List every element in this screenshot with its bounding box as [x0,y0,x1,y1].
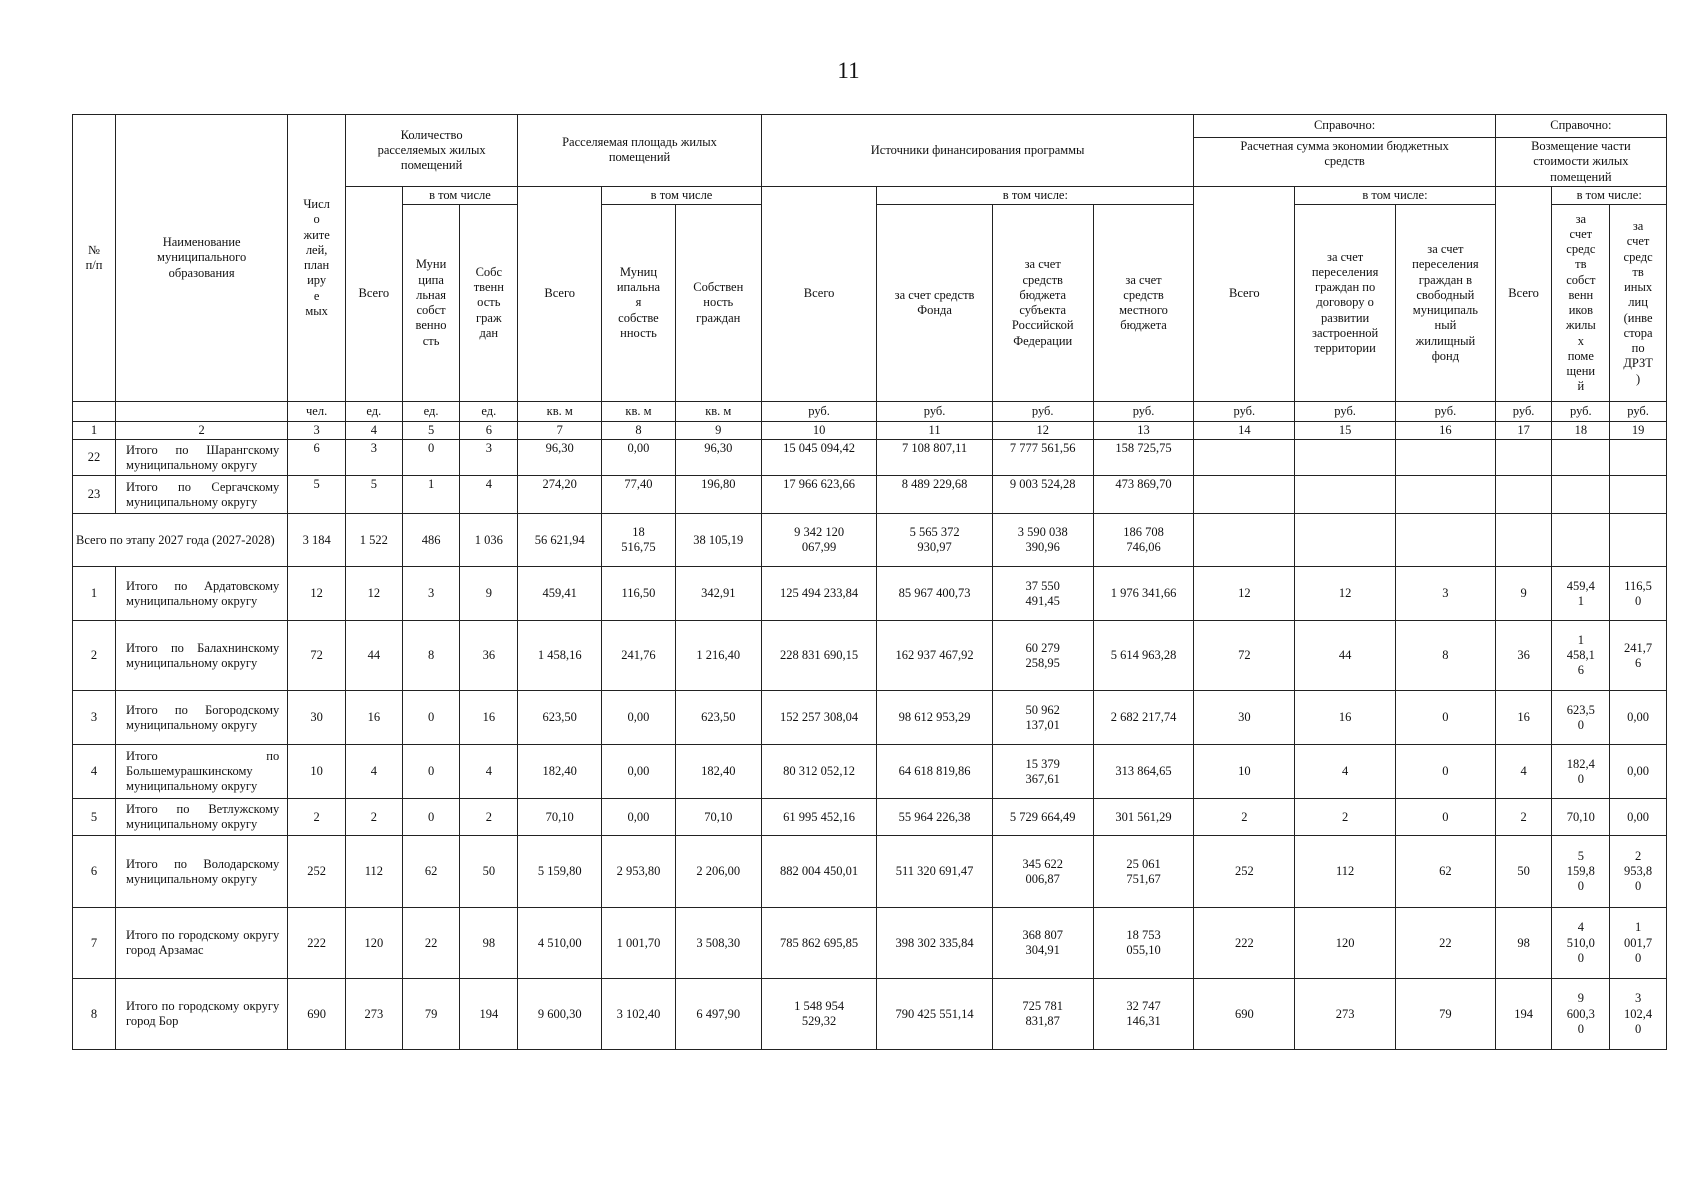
row-value: 77,40 [602,476,676,514]
row-value: 785 862 695,85 [761,908,877,979]
row-name: Итого по Ардатовскому муниципальному округу [116,567,288,621]
row-value: 194 [460,979,518,1050]
row-value: 486 [402,514,460,567]
column-number-cell: 17 [1495,422,1552,440]
row-value: 182,40 [518,745,602,799]
row-number: 2 [73,621,116,691]
column-number-cell: 12 [992,422,1093,440]
column-number-cell: 2 [116,422,288,440]
row-value [1610,514,1667,567]
column-number-cell: 7 [518,422,602,440]
row-value: 222 [1194,908,1295,979]
row-value: 162 937 467,92 [877,621,993,691]
row-value: 274,20 [518,476,602,514]
header-comp-incl: в том числе: [1552,186,1667,204]
header-fin-incl: в том числе: [877,186,1194,204]
row-value: 7 108 807,11 [877,440,993,476]
table-row [73,621,1667,691]
row-value: 18 753 055,10 [1093,908,1194,979]
row-value: 72 [288,621,346,691]
row-value: 50 962 137,01 [992,691,1093,745]
row-value: 116,5 0 [1610,567,1667,621]
row-value: 690 [1194,979,1295,1050]
column-number-cell: 1 [73,422,116,440]
row-value: 158 725,75 [1093,440,1194,476]
row-value: 62 [1396,836,1496,908]
row-value: 182,4 0 [1552,745,1610,799]
unit-cell: руб. [1194,402,1295,422]
row-value: 3 [402,567,460,621]
row-value: 96,30 [518,440,602,476]
row-value: 2 [460,799,518,836]
header-local-budget: за счет средств местного бюджета [1093,205,1194,402]
unit-cell: руб. [1093,402,1194,422]
row-value: 5 [288,476,346,514]
row-value: 44 [346,621,403,691]
column-number-cell: 14 [1194,422,1295,440]
column-number-cell: 3 [288,422,346,440]
row-value: 98 [460,908,518,979]
unit-cell: руб. [1396,402,1496,422]
table-row [73,567,1667,621]
header-compensation-group: Возмещение части стоимости жилых помещений [1495,138,1666,187]
row-name: Всего по этапу 2027 года (2027-2028) [73,514,288,567]
row-value: 3 [1396,567,1496,621]
row-value: 6 497,90 [675,979,761,1050]
row-value: 112 [346,836,403,908]
header-muni-owned-area: Муниц ипальна я собстве нность [602,205,676,402]
header-muni-owned: Муни ципа льная собст венно сть [402,205,460,402]
row-value [1194,514,1295,567]
unit-cell: руб. [761,402,877,422]
header-savings-group: Расчетная сумма экономии бюджетных средств [1194,138,1495,187]
row-value: 79 [1396,979,1496,1050]
row-value: 125 494 233,84 [761,567,877,621]
row-value: 5 614 963,28 [1093,621,1194,691]
row-value: 222 [288,908,346,979]
header-other-persons: за счет средс тв иных лиц (инве стора по ДРЗТ ) [1610,205,1667,402]
unit-cell: руб. [1552,402,1610,422]
unit-cell: руб. [1495,402,1552,422]
row-value: 44 [1295,621,1396,691]
row-value: 72 [1194,621,1295,691]
row-value: 0,00 [602,745,676,799]
row-value: 79 [402,979,460,1050]
header-owners-funds: за счет средс тв собст венн иков жилы х поме щени й [1552,205,1610,402]
row-value [1610,440,1667,476]
row-value: 313 864,65 [1093,745,1194,799]
row-value: 12 [1194,567,1295,621]
row-value: 64 618 819,86 [877,745,993,799]
row-value: 2 206,00 [675,836,761,908]
row-value: 80 312 052,12 [761,745,877,799]
row-value: 1 001,70 [602,908,676,979]
row-value: 473 869,70 [1093,476,1194,514]
row-value: 3 184 [288,514,346,567]
row-value: 3 508,30 [675,908,761,979]
row-value: 8 [402,621,460,691]
row-value: 16 [346,691,403,745]
header-num: № п/п [73,115,116,402]
unit-cell: ед. [346,402,403,422]
row-value [1552,514,1610,567]
row-value [1552,476,1610,514]
row-value: 98 [1495,908,1552,979]
unit-cell: кв. м [518,402,602,422]
header-subject-budget: за счет средств бюджета субъекта Российской Федерации [992,205,1093,402]
row-value: 12 [1295,567,1396,621]
unit-cell: руб. [1610,402,1667,422]
row-value: 8 489 229,68 [877,476,993,514]
row-value: 85 967 400,73 [877,567,993,621]
header-resettle-contract: за счет переселения граждан по договору о развитии застроенной территории [1295,205,1396,402]
row-value: 116,50 [602,567,676,621]
row-value: 8 [1396,621,1496,691]
row-value: 1 [402,476,460,514]
header-name: Наименование муниципального образования [116,115,288,402]
row-value: 50 [1495,836,1552,908]
row-value: 0,00 [602,799,676,836]
row-value [1295,476,1396,514]
row-value: 70,10 [518,799,602,836]
row-value: 0 [1396,745,1496,799]
row-value: 0,00 [602,440,676,476]
column-number-cell: 19 [1610,422,1667,440]
column-number-cell: 13 [1093,422,1194,440]
row-value [1396,440,1496,476]
row-value: 7 777 561,56 [992,440,1093,476]
page-number: 11 [837,58,860,83]
header-resettle-free: за счет переселения граждан в свободный муниципаль ный жилищный фонд [1396,205,1496,402]
table-row [73,691,1667,745]
column-number-cell: 16 [1396,422,1496,440]
row-value [1552,440,1610,476]
row-value: 70,10 [1552,799,1610,836]
row-value: 56 621,94 [518,514,602,567]
table-row [73,745,1667,799]
row-value: 2 [1194,799,1295,836]
row-name: Итого по Богородскому муниципальному округу [116,691,288,745]
row-value [1396,514,1496,567]
row-value: 790 425 551,14 [877,979,993,1050]
row-value: 152 257 308,04 [761,691,877,745]
row-value: 182,40 [675,745,761,799]
unit-cell: руб. [1295,402,1396,422]
row-value: 15 379 367,61 [992,745,1093,799]
row-value: 2 [288,799,346,836]
row-value: 12 [288,567,346,621]
row-value: 1 216,40 [675,621,761,691]
units-row [73,402,1667,422]
row-value: 36 [460,621,518,691]
header-residents: Числ о жите лей, план иру е мых [288,115,346,402]
row-value: 5 159,8 0 [1552,836,1610,908]
row-value: 2 [1295,799,1396,836]
row-value: 4 510,0 0 [1552,908,1610,979]
row-value: 38 105,19 [675,514,761,567]
header-count-group: Количество расселяемых жилых помещений [346,115,518,187]
row-value: 0 [402,799,460,836]
row-value [1396,476,1496,514]
unit-cell: ед. [402,402,460,422]
row-value: 4 [346,745,403,799]
row-number: 4 [73,745,116,799]
row-value: 17 966 623,66 [761,476,877,514]
row-number: 23 [73,476,116,514]
row-value: 4 [460,476,518,514]
unit-cell: руб. [877,402,993,422]
row-name: Итого по Балахнинскому муниципальному округу [116,621,288,691]
row-value: 0,00 [1610,745,1667,799]
row-value: 30 [288,691,346,745]
row-value: 3 102,4 0 [1610,979,1667,1050]
row-number: 7 [73,908,116,979]
row-value: 301 561,29 [1093,799,1194,836]
column-number-cell: 15 [1295,422,1396,440]
row-value: 3 [346,440,403,476]
row-number: 1 [73,567,116,621]
row-value: 459,41 [518,567,602,621]
row-name: Итого по городскому округу город Бор [116,979,288,1050]
column-number-cell: 6 [460,422,518,440]
row-value: 241,7 6 [1610,621,1667,691]
table-row [73,836,1667,908]
row-value: 623,5 0 [1552,691,1610,745]
row-value: 2 [1495,799,1552,836]
unit-cell: кв. м [602,402,676,422]
row-value: 1 522 [346,514,403,567]
row-number: 22 [73,440,116,476]
row-value: 36 [1495,621,1552,691]
row-value: 9 342 120 067,99 [761,514,877,567]
unit-cell: ед. [460,402,518,422]
row-value: 0,00 [1610,691,1667,745]
row-value: 0,00 [1610,799,1667,836]
row-value [1295,514,1396,567]
row-value: 241,76 [602,621,676,691]
row-value [1194,440,1295,476]
row-value: 345 622 006,87 [992,836,1093,908]
row-value: 61 995 452,16 [761,799,877,836]
row-value: 5 159,80 [518,836,602,908]
row-value: 196,80 [675,476,761,514]
row-value: 30 [1194,691,1295,745]
row-value: 2 953,80 [602,836,676,908]
row-value: 9 [460,567,518,621]
column-number-cell: 11 [877,422,993,440]
row-value: 511 320 691,47 [877,836,993,908]
row-value: 0,00 [602,691,676,745]
row-value: 6 [288,440,346,476]
table-row [73,799,1667,836]
column-numbers-row [73,422,1667,440]
row-value: 16 [1495,691,1552,745]
row-value [1495,514,1552,567]
row-value: 228 831 690,15 [761,621,877,691]
unit-cell: чел. [288,402,346,422]
row-value: 623,50 [675,691,761,745]
header-reference-2: Справочно: [1495,115,1666,138]
row-value: 3 102,40 [602,979,676,1050]
row-value: 10 [1194,745,1295,799]
row-value: 22 [402,908,460,979]
column-number-cell: 9 [675,422,761,440]
header-savings-total: Всего [1194,186,1295,401]
row-value [1495,440,1552,476]
row-value: 16 [460,691,518,745]
row-value: 0 [402,745,460,799]
row-value: 25 061 751,67 [1093,836,1194,908]
table-row [73,440,1667,476]
row-value: 22 [1396,908,1496,979]
row-value: 0 [402,440,460,476]
header-area-incl: в том числе [602,186,762,204]
row-value: 0 [1396,799,1496,836]
header-count-total: Всего [346,186,403,401]
row-value: 2 682 217,74 [1093,691,1194,745]
row-value: 1 036 [460,514,518,567]
row-value: 0 [1396,691,1496,745]
header-fund: за счет средств Фонда [877,205,993,402]
row-value: 18 516,75 [602,514,676,567]
header-fin-total: Всего [761,186,877,401]
row-number: 6 [73,836,116,908]
row-value: 10 [288,745,346,799]
row-value: 3 590 038 390,96 [992,514,1093,567]
header-area-total: Всего [518,186,602,401]
row-value: 368 807 304,91 [992,908,1093,979]
row-value: 1 976 341,66 [1093,567,1194,621]
row-value: 32 747 146,31 [1093,979,1194,1050]
row-name: Итого по городскому округу город Арзамас [116,908,288,979]
program-table [72,114,1667,1050]
row-value: 398 302 335,84 [877,908,993,979]
row-value: 1 458,16 [518,621,602,691]
row-value: 16 [1295,691,1396,745]
row-value: 252 [1194,836,1295,908]
table-row [73,476,1667,514]
row-value: 4 [1495,745,1552,799]
row-name: Итого по Володарскому муниципальному округу [116,836,288,908]
header-comp-total: Всего [1495,186,1552,401]
row-value: 186 708 746,06 [1093,514,1194,567]
row-value: 50 [460,836,518,908]
row-value: 4 [1295,745,1396,799]
row-value: 273 [346,979,403,1050]
unit-cell: руб. [992,402,1093,422]
header-financing-group: Источники финансирования программы [761,115,1194,187]
row-value: 690 [288,979,346,1050]
row-value: 5 565 372 930,97 [877,514,993,567]
row-number: 5 [73,799,116,836]
row-name: Итого по Большемурашкинскому муниципальному округу [116,745,288,799]
table-row [73,908,1667,979]
column-number-cell: 10 [761,422,877,440]
header-area-group: Расселяемая площадь жилых помещений [518,115,762,187]
row-value: 60 279 258,95 [992,621,1093,691]
header-reference-1: Справочно: [1194,115,1495,138]
row-value: 98 612 953,29 [877,691,993,745]
row-value [1495,476,1552,514]
row-value: 15 045 094,42 [761,440,877,476]
table-header [73,115,1667,440]
column-number-cell: 18 [1552,422,1610,440]
row-value: 9 600,3 0 [1552,979,1610,1050]
row-value: 62 [402,836,460,908]
row-value: 112 [1295,836,1396,908]
row-value: 9 600,30 [518,979,602,1050]
row-value: 725 781 831,87 [992,979,1093,1050]
row-value: 55 964 226,38 [877,799,993,836]
row-value: 1 458,1 6 [1552,621,1610,691]
row-value [1295,440,1396,476]
table-row [73,979,1667,1050]
row-value: 5 [346,476,403,514]
row-value [1610,476,1667,514]
column-number-cell: 5 [402,422,460,440]
row-value: 2 953,8 0 [1610,836,1667,908]
row-value: 623,50 [518,691,602,745]
row-value: 37 550 491,45 [992,567,1093,621]
header-savings-incl: в том числе: [1295,186,1496,204]
row-value: 4 [460,745,518,799]
column-number-cell: 4 [346,422,403,440]
row-value: 194 [1495,979,1552,1050]
row-value: 2 [346,799,403,836]
row-value: 882 004 450,01 [761,836,877,908]
row-value: 3 [460,440,518,476]
row-value: 70,10 [675,799,761,836]
row-value: 1 001,7 0 [1610,908,1667,979]
row-value: 120 [1295,908,1396,979]
row-name: Итого по Ветлужскому муниципальному округу [116,799,288,836]
row-name: Итого по Шарангскому муниципальному округу [116,440,288,476]
row-value: 459,4 1 [1552,567,1610,621]
table-body [73,440,1667,1050]
row-number: 8 [73,979,116,1050]
row-value: 1 548 954 529,32 [761,979,877,1050]
row-value: 273 [1295,979,1396,1050]
header-count-incl: в том числе [402,186,518,204]
row-value: 342,91 [675,567,761,621]
row-value: 9 [1495,567,1552,621]
row-name: Итого по Сергачскому муниципальному округу [116,476,288,514]
header-citizen-owned: Собс твенн ость граж дан [460,205,518,402]
row-value: 96,30 [675,440,761,476]
row-value: 252 [288,836,346,908]
row-value: 5 729 664,49 [992,799,1093,836]
row-value: 4 510,00 [518,908,602,979]
table-row [73,514,1667,567]
column-number-cell: 8 [602,422,676,440]
row-number: 3 [73,691,116,745]
row-value: 0 [402,691,460,745]
row-value: 9 003 524,28 [992,476,1093,514]
row-value: 12 [346,567,403,621]
row-value: 120 [346,908,403,979]
header-citizen-owned-area: Собствен ность граждан [675,205,761,402]
row-value [1194,476,1295,514]
unit-cell: кв. м [675,402,761,422]
